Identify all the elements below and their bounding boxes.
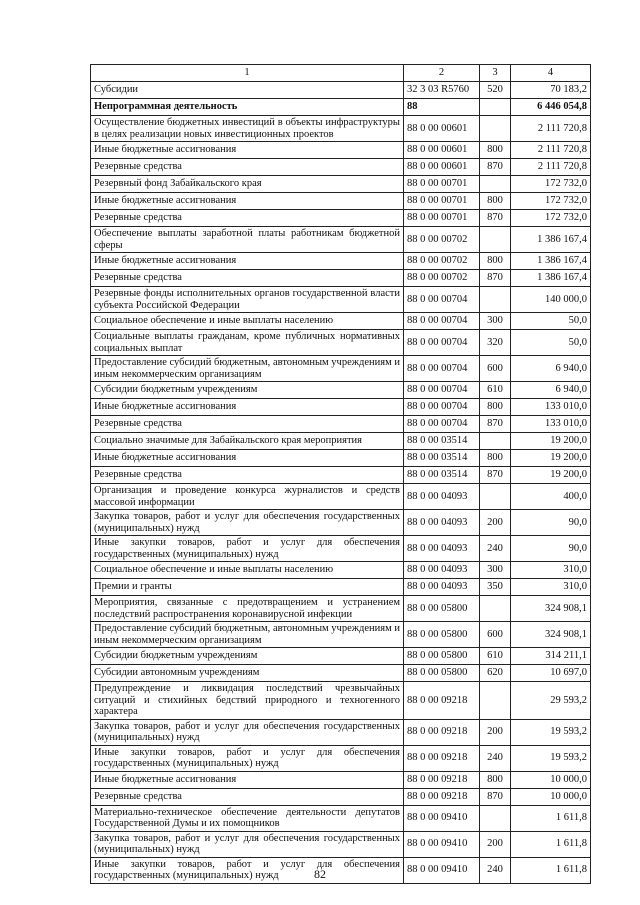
row-amount-cell: 19 200,0	[511, 467, 591, 484]
table-row	[91, 805, 591, 831]
row-code-cell: 88 0 00 00601	[404, 159, 480, 176]
row-name-cell: Резервные средства	[91, 467, 404, 484]
row-name-cell: Резервный фонд Забайкальского края	[91, 176, 404, 193]
row-code-cell: 32 3 03 R5760	[404, 82, 480, 99]
row-name-cell: Закупка товаров, работ и услуг для обеспечения государственных (муниципальных) нужд	[91, 719, 404, 745]
row-name-cell: Субсидии бюджетным учреждениям	[91, 648, 404, 665]
row-type-cell: 800	[480, 193, 511, 210]
row-type-cell: 620	[480, 665, 511, 682]
row-amount-cell: 310,0	[511, 562, 591, 579]
row-code-cell: 88 0 00 00601	[404, 116, 480, 142]
row-name-cell: Социальное обеспечение и иные выплаты населению	[91, 313, 404, 330]
table-row	[91, 665, 591, 682]
row-name-cell: Иные бюджетные ассигнования	[91, 193, 404, 210]
table-row	[91, 313, 591, 330]
row-type-cell: 610	[480, 648, 511, 665]
table-row	[91, 771, 591, 788]
table-row	[91, 510, 591, 536]
row-amount-cell: 1 386 167,4	[511, 253, 591, 270]
row-name-cell: Иные закупки товаров, работ и услуг для обеспечения государственных (муниципальных) нужд	[91, 536, 404, 562]
row-amount-cell: 133 010,0	[511, 399, 591, 416]
row-amount-cell: 19 200,0	[511, 433, 591, 450]
table-row	[91, 116, 591, 142]
row-code-cell: 88 0 00 00702	[404, 253, 480, 270]
row-code-cell: 88 0 00 04093	[404, 579, 480, 596]
row-code-cell: 88 0 00 00702	[404, 227, 480, 253]
row-amount-cell: 2 111 720,8	[511, 116, 591, 142]
row-name-cell: Резервные фонды исполнительных органов государственной власти субъекта Российской Федерации	[91, 287, 404, 313]
table-row	[91, 356, 591, 382]
row-type-cell	[480, 227, 511, 253]
row-type-cell: 300	[480, 562, 511, 579]
row-type-cell: 600	[480, 356, 511, 382]
row-amount-cell: 6 940,0	[511, 356, 591, 382]
row-amount-cell: 324 908,1	[511, 622, 591, 648]
row-code-cell: 88 0 00 09218	[404, 719, 480, 745]
row-type-cell: 870	[480, 270, 511, 287]
row-code-cell: 88 0 00 00704	[404, 330, 480, 356]
row-amount-cell: 172 732,0	[511, 193, 591, 210]
table-row	[91, 416, 591, 433]
header-col-1: 1	[91, 65, 404, 82]
row-amount-cell: 10 697,0	[511, 665, 591, 682]
row-name-cell: Резервные средства	[91, 788, 404, 805]
row-name-cell: Субсидии автономным учреждениям	[91, 665, 404, 682]
row-name-cell: Предупреждение и ликвидация последствий чрезвычайных ситуаций и стихийных бедствий природного и техногенного характера	[91, 682, 404, 720]
row-name-cell: Социальные выплаты гражданам, кроме публичных нормативных социальных выплат	[91, 330, 404, 356]
row-amount-cell: 1 611,8	[511, 831, 591, 857]
table-row	[91, 682, 591, 720]
row-code-cell: 88 0 00 04093	[404, 562, 480, 579]
row-amount-cell: 1 611,8	[511, 805, 591, 831]
row-code-cell: 88 0 00 00704	[404, 416, 480, 433]
row-amount-cell: 172 732,0	[511, 210, 591, 227]
row-type-cell	[480, 433, 511, 450]
row-code-cell: 88 0 00 09410	[404, 857, 480, 883]
row-code-cell: 88 0 00 04093	[404, 484, 480, 510]
row-amount-cell: 310,0	[511, 579, 591, 596]
table-row	[91, 562, 591, 579]
row-code-cell: 88 0 00 00701	[404, 193, 480, 210]
table-row	[91, 831, 591, 857]
row-name-cell: Иные бюджетные ассигнования	[91, 399, 404, 416]
row-type-cell: 200	[480, 719, 511, 745]
row-type-cell: 610	[480, 382, 511, 399]
table-row	[91, 745, 591, 771]
row-amount-cell: 1 386 167,4	[511, 270, 591, 287]
row-name-cell: Социально значимые для Забайкальского края мероприятия	[91, 433, 404, 450]
row-type-cell	[480, 805, 511, 831]
row-name-cell: Закупка товаров, работ и услуг для обеспечения государственных (муниципальных) нужд	[91, 831, 404, 857]
row-code-cell: 88 0 00 05800	[404, 665, 480, 682]
table-row	[91, 227, 591, 253]
row-type-cell: 240	[480, 536, 511, 562]
row-code-cell: 88 0 00 00704	[404, 382, 480, 399]
table-row	[91, 433, 591, 450]
row-name-cell: Обеспечение выплаты заработной платы работникам бюджетной сферы	[91, 227, 404, 253]
row-code-cell: 88 0 00 09218	[404, 745, 480, 771]
row-amount-cell: 29 593,2	[511, 682, 591, 720]
row-amount-cell: 1 386 167,4	[511, 227, 591, 253]
row-amount-cell: 133 010,0	[511, 416, 591, 433]
row-name-cell: Иные бюджетные ассигнования	[91, 771, 404, 788]
row-amount-cell: 19 593,2	[511, 719, 591, 745]
page-number: 82	[314, 867, 326, 881]
row-name-cell: Премии и гранты	[91, 579, 404, 596]
row-type-cell: 870	[480, 467, 511, 484]
table-row	[91, 142, 591, 159]
row-name-cell: Предоставление субсидий бюджетным, автономным учреждениям и иным некоммерческим организациям	[91, 622, 404, 648]
row-type-cell: 870	[480, 788, 511, 805]
header-col-2: 2	[404, 65, 480, 82]
row-name-cell: Иные закупки товаров, работ и услуг для обеспечения государственных (муниципальных) нужд	[91, 857, 404, 883]
row-code-cell: 88 0 00 00701	[404, 210, 480, 227]
row-code-cell: 88	[404, 99, 480, 116]
row-type-cell: 800	[480, 399, 511, 416]
row-code-cell: 88 0 00 00701	[404, 176, 480, 193]
row-type-cell: 350	[480, 579, 511, 596]
row-type-cell: 520	[480, 82, 511, 99]
row-type-cell: 320	[480, 330, 511, 356]
row-amount-cell: 6 940,0	[511, 382, 591, 399]
row-type-cell: 300	[480, 313, 511, 330]
row-code-cell: 88 0 00 03514	[404, 450, 480, 467]
table-row	[91, 176, 591, 193]
row-name-cell: Иные бюджетные ассигнования	[91, 253, 404, 270]
table-row	[91, 399, 591, 416]
row-amount-cell: 19 593,2	[511, 745, 591, 771]
row-code-cell: 88 0 00 04093	[404, 510, 480, 536]
row-name-cell: Мероприятия, связанные с предотвращением и устранением последствий распространения коронавирусной инфекции	[91, 596, 404, 622]
row-type-cell: 600	[480, 622, 511, 648]
row-type-cell: 870	[480, 416, 511, 433]
row-name-cell: Иные бюджетные ассигнования	[91, 450, 404, 467]
row-type-cell: 800	[480, 253, 511, 270]
row-amount-cell: 324 908,1	[511, 596, 591, 622]
table-row	[91, 450, 591, 467]
row-amount-cell: 70 183,2	[511, 82, 591, 99]
table-row	[91, 579, 591, 596]
table-row	[91, 467, 591, 484]
row-amount-cell: 400,0	[511, 484, 591, 510]
row-type-cell: 800	[480, 450, 511, 467]
row-amount-cell: 50,0	[511, 313, 591, 330]
row-code-cell: 88 0 00 09410	[404, 805, 480, 831]
table-row	[91, 210, 591, 227]
row-name-cell: Иные закупки товаров, работ и услуг для обеспечения государственных (муниципальных) нужд	[91, 745, 404, 771]
row-type-cell	[480, 176, 511, 193]
row-amount-cell: 19 200,0	[511, 450, 591, 467]
row-code-cell: 88 0 00 00704	[404, 399, 480, 416]
table-row	[91, 788, 591, 805]
row-amount-cell: 172 732,0	[511, 176, 591, 193]
row-code-cell: 88 0 00 09218	[404, 682, 480, 720]
row-name-cell: Предоставление субсидий бюджетным, автономным учреждениям и иным некоммерческим организациям	[91, 356, 404, 382]
row-amount-cell: 140 000,0	[511, 287, 591, 313]
row-code-cell: 88 0 00 00704	[404, 356, 480, 382]
row-type-cell	[480, 116, 511, 142]
row-name-cell: Иные бюджетные ассигнования	[91, 142, 404, 159]
header-col-4: 4	[511, 65, 591, 82]
row-name-cell: Социальное обеспечение и иные выплаты населению	[91, 562, 404, 579]
row-type-cell: 240	[480, 745, 511, 771]
row-code-cell: 88 0 00 03514	[404, 433, 480, 450]
table-row	[91, 330, 591, 356]
row-amount-cell: 2 111 720,8	[511, 142, 591, 159]
row-amount-cell: 314 211,1	[511, 648, 591, 665]
table-body	[91, 65, 591, 884]
row-name-cell: Непрограммная деятельность	[91, 99, 404, 116]
row-type-cell: 870	[480, 159, 511, 176]
row-code-cell: 88 0 00 05800	[404, 596, 480, 622]
row-type-cell	[480, 596, 511, 622]
table-row	[91, 719, 591, 745]
row-type-cell	[480, 682, 511, 720]
row-amount-cell: 90,0	[511, 536, 591, 562]
row-name-cell: Субсидии	[91, 82, 404, 99]
row-name-cell: Резервные средства	[91, 416, 404, 433]
row-type-cell: 240	[480, 857, 511, 883]
table-row	[91, 270, 591, 287]
table-row	[91, 648, 591, 665]
row-code-cell: 88 0 00 04093	[404, 536, 480, 562]
row-code-cell: 88 0 00 05800	[404, 622, 480, 648]
row-code-cell: 88 0 00 09218	[404, 771, 480, 788]
table-row	[91, 159, 591, 176]
row-type-cell: 800	[480, 142, 511, 159]
row-amount-cell: 10 000,0	[511, 771, 591, 788]
row-name-cell: Осуществление бюджетных инвестиций в объекты инфраструктуры в целях реализации новых инвестиционных проектов	[91, 116, 404, 142]
row-type-cell	[480, 99, 511, 116]
row-code-cell: 88 0 00 00704	[404, 287, 480, 313]
table-header-row	[91, 65, 591, 82]
row-code-cell: 88 0 00 05800	[404, 648, 480, 665]
row-code-cell: 88 0 00 03514	[404, 467, 480, 484]
row-name-cell: Субсидии бюджетным учреждениям	[91, 382, 404, 399]
row-code-cell: 88 0 00 00702	[404, 270, 480, 287]
row-amount-cell: 90,0	[511, 510, 591, 536]
row-type-cell: 870	[480, 210, 511, 227]
row-amount-cell: 10 000,0	[511, 788, 591, 805]
table-row	[91, 82, 591, 99]
table-row	[91, 382, 591, 399]
table-row	[91, 536, 591, 562]
row-name-cell: Резервные средства	[91, 270, 404, 287]
table-row	[91, 253, 591, 270]
row-code-cell: 88 0 00 09218	[404, 788, 480, 805]
row-type-cell: 200	[480, 831, 511, 857]
table-row	[91, 484, 591, 510]
table-row	[91, 287, 591, 313]
row-amount-cell: 6 446 054,8	[511, 99, 591, 116]
table-row	[91, 193, 591, 210]
table-row	[91, 622, 591, 648]
row-amount-cell: 50,0	[511, 330, 591, 356]
row-type-cell	[480, 484, 511, 510]
table-row	[91, 596, 591, 622]
row-code-cell: 88 0 00 00704	[404, 313, 480, 330]
row-amount-cell: 1 611,8	[511, 857, 591, 883]
row-code-cell: 88 0 00 09410	[404, 831, 480, 857]
row-type-cell: 200	[480, 510, 511, 536]
row-name-cell: Резервные средства	[91, 159, 404, 176]
row-type-cell	[480, 287, 511, 313]
budget-table	[90, 64, 591, 884]
row-amount-cell: 2 111 720,8	[511, 159, 591, 176]
table-row	[91, 99, 591, 116]
row-name-cell: Организация и проведение конкурса журналистов и средств массовой информации	[91, 484, 404, 510]
row-name-cell: Резервные средства	[91, 210, 404, 227]
row-name-cell: Материально-техническое обеспечение деятельности депутатов Государственной Думы и их помощников	[91, 805, 404, 831]
header-col-3: 3	[480, 65, 511, 82]
row-name-cell: Закупка товаров, работ и услуг для обеспечения государственных (муниципальных) нужд	[91, 510, 404, 536]
row-code-cell: 88 0 00 00601	[404, 142, 480, 159]
row-type-cell: 800	[480, 771, 511, 788]
